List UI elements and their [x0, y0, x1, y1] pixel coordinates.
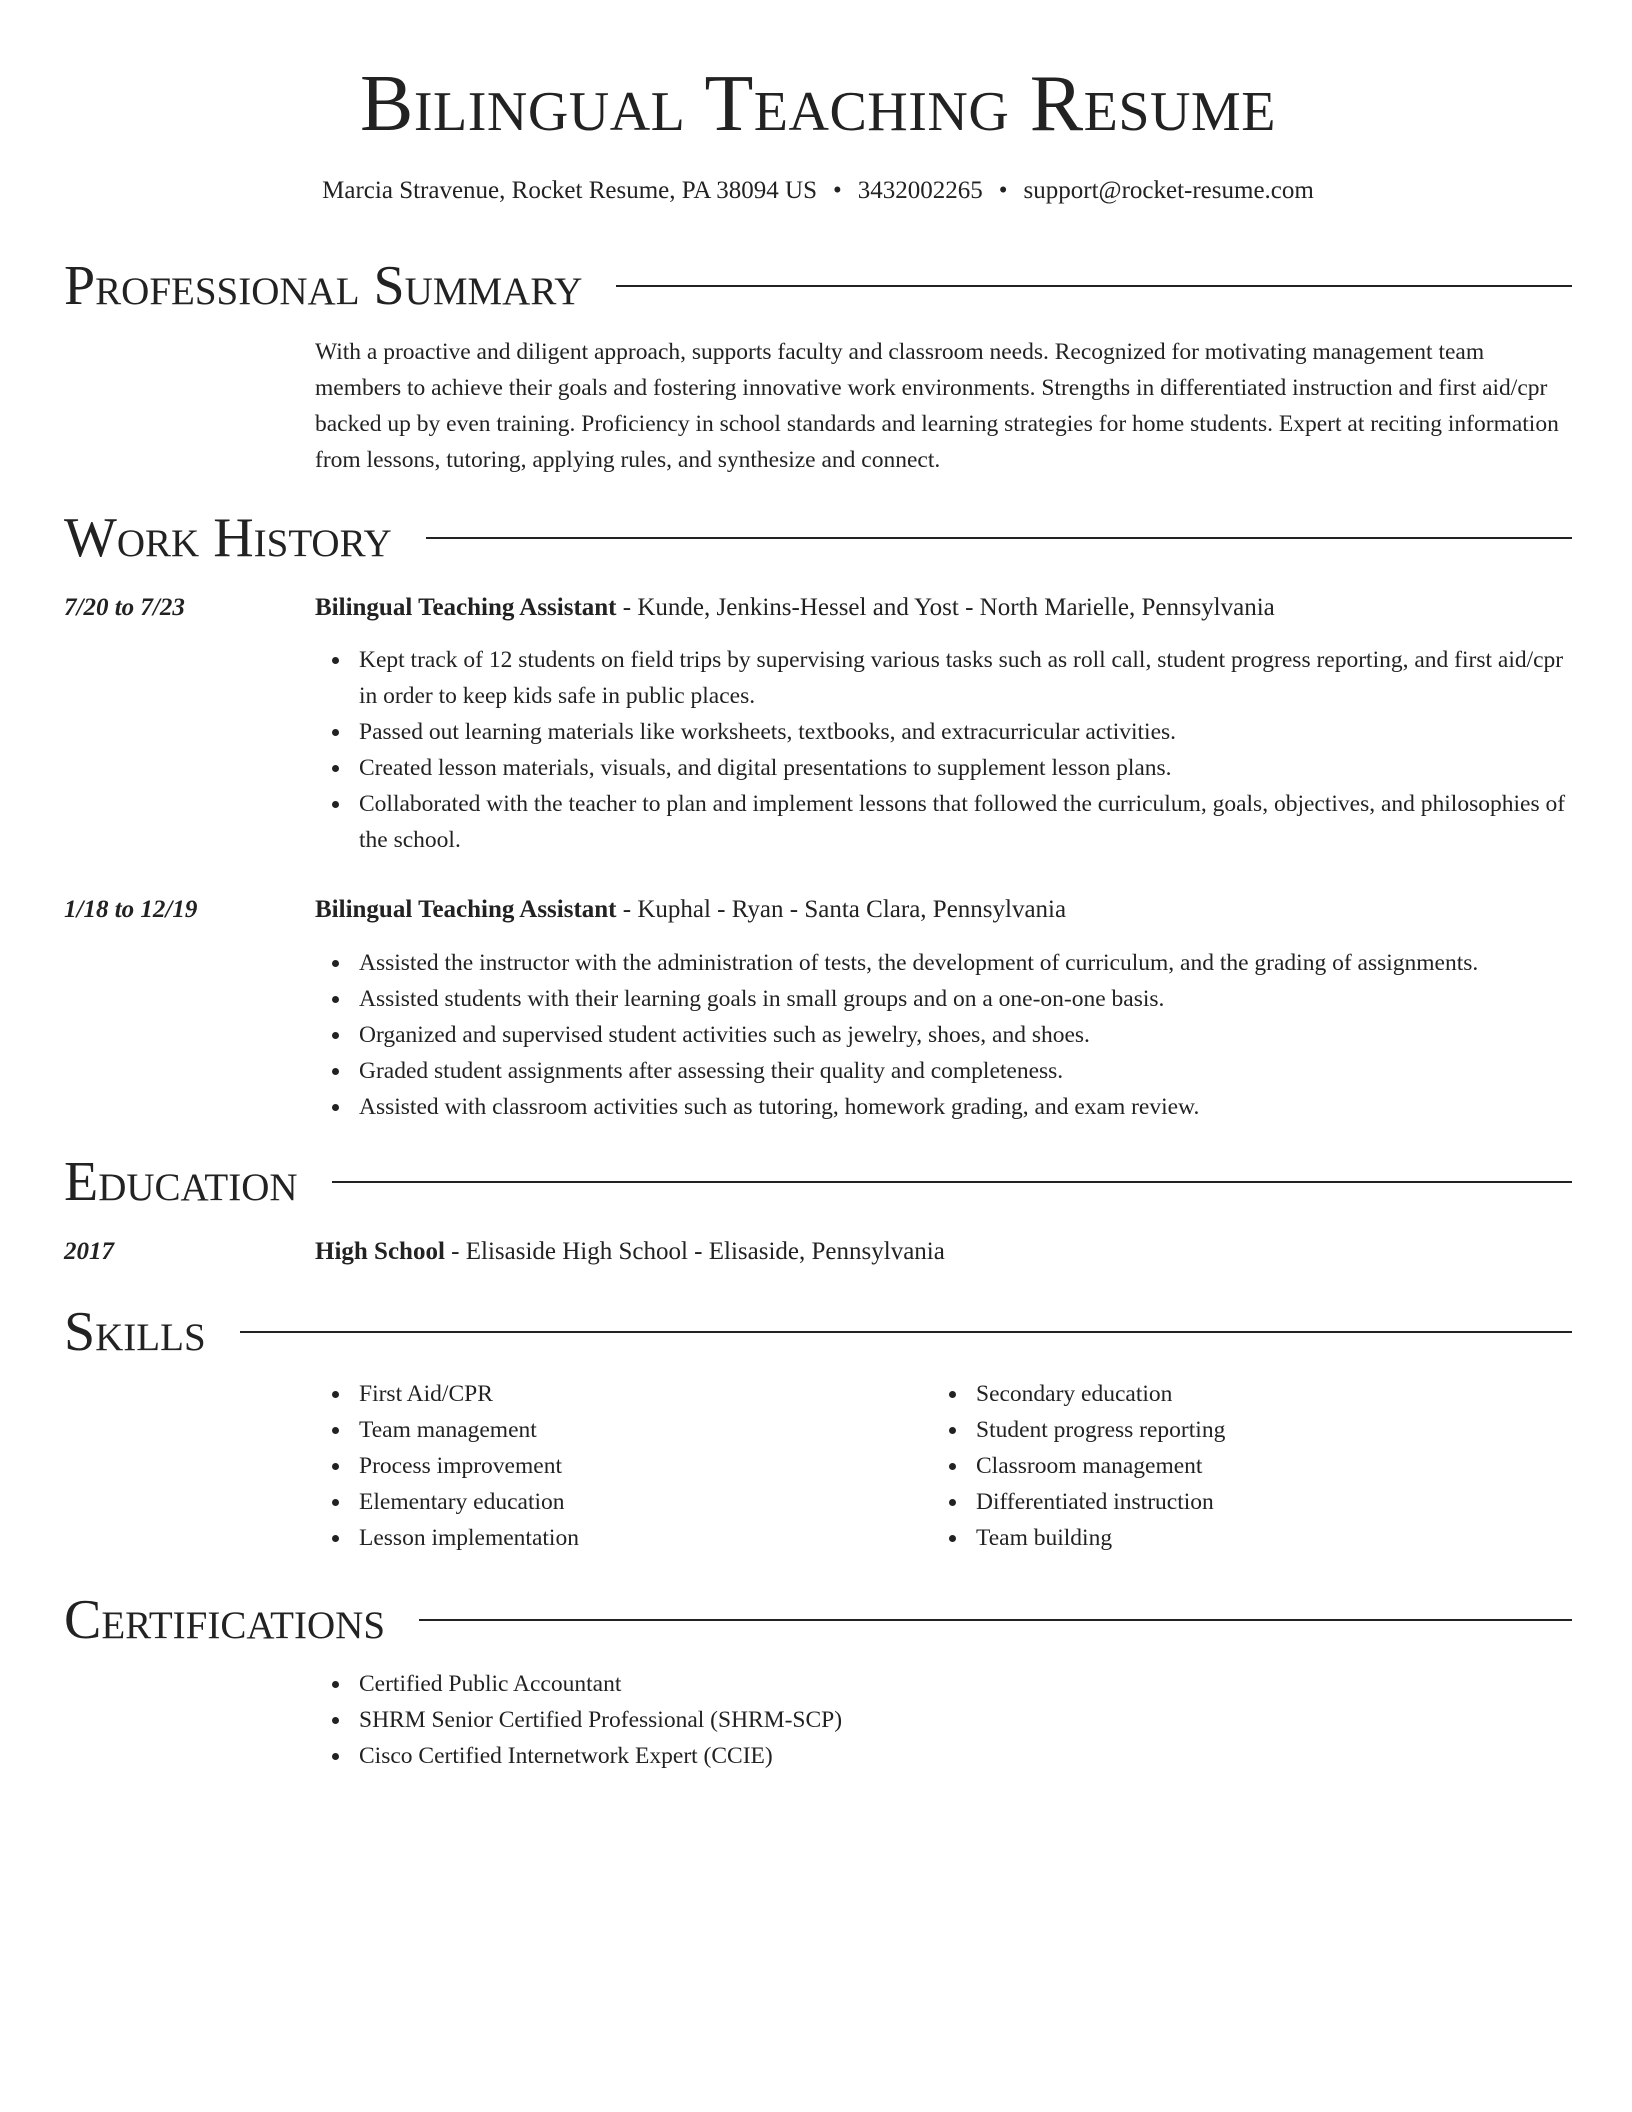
section-heading-skills [64, 1300, 1572, 1364]
list-item: Assisted the instructor with the administration of tests, the development of curriculum, and the grading of assignments. [359, 945, 1572, 981]
section-divider [419, 1619, 1572, 1621]
list-item: Kept track of 12 students on field trips by supervising various tasks such as roll call, student progress reporting, and first aid/cpr in order to keep kids safe in public places. [359, 642, 1572, 714]
list-item: Passed out learning materials like worksheets, textbooks, and extracurricular activities. [359, 714, 1572, 750]
skill-item: Team management [359, 1412, 915, 1448]
skill-item: Process improvement [359, 1448, 915, 1484]
section-title: Work History [64, 507, 392, 569]
skills-list-left [315, 1376, 915, 1556]
job-dates: 1/18 to 12/19 [64, 896, 198, 923]
section-heading-certifications [64, 1588, 1572, 1652]
skill-item: Team building [976, 1520, 1532, 1556]
certification-item: SHRM Senior Certified Professional (SHRM-SCP) [359, 1702, 1572, 1738]
section-title: Skills [64, 1301, 206, 1363]
skill-item: Student progress reporting [976, 1412, 1532, 1448]
contact-email: support@rocket-resume.com [1023, 177, 1314, 204]
section-divider [426, 537, 1572, 539]
certifications-list [315, 1666, 1572, 1774]
section-divider [240, 1331, 1572, 1333]
list-item: Collaborated with the teacher to plan and implement lessons that followed the curriculum, goals, objectives, and philosophies of the school. [359, 786, 1572, 858]
contact-separator: • [998, 177, 1008, 204]
skill-item: Lesson implementation [359, 1520, 915, 1556]
skill-item: Differentiated instruction [976, 1484, 1532, 1520]
education-year: 2017 [64, 1238, 114, 1265]
section-heading-summary [64, 254, 1572, 318]
section-title: Certifications [64, 1589, 386, 1651]
contact-separator: • [833, 177, 842, 204]
skill-item: Classroom management [976, 1448, 1532, 1484]
job-role: Bilingual Teaching Assistant [315, 594, 617, 621]
list-item: Organized and supervised student activities such as jewelry, shoes, and shoes. [359, 1017, 1572, 1053]
education-degree: High School [315, 1238, 445, 1265]
education-details: - Elisaside High School - Elisaside, Pennsylvania [444, 1238, 945, 1265]
job-details: - Kuphal - Ryan - Santa Clara, Pennsylvania [616, 896, 1067, 923]
job-bullet-list [315, 945, 1572, 1125]
list-item: Graded student assignments after assessing their quality and completeness. [359, 1053, 1572, 1089]
list-item: Assisted with classroom activities such as tutoring, homework grading, and exam review. [359, 1089, 1572, 1125]
skill-item: Secondary education [976, 1376, 1532, 1412]
section-title: Professional Summary [64, 255, 583, 317]
contact-line [64, 174, 1572, 208]
job-heading [315, 892, 1066, 928]
job-bullet-list [315, 642, 1572, 858]
job-dates: 7/20 to 7/23 [64, 594, 185, 621]
skill-item: First Aid/CPR [359, 1376, 915, 1412]
contact-phone: 3432002265 [857, 177, 983, 204]
resume-title: Bilingual Teaching Resume [360, 60, 1276, 148]
education-heading [315, 1234, 945, 1270]
section-title: Education [64, 1151, 298, 1213]
job-details: - Kunde, Jenkins-Hessel and Yost - North Marielle, Pennsylvania [616, 594, 1275, 621]
job-heading [315, 590, 1275, 626]
section-heading-education [64, 1150, 1572, 1214]
skills-list-right [932, 1376, 1532, 1556]
list-item: Created lesson materials, visuals, and digital presentations to supplement lesson plans. [359, 750, 1572, 786]
certification-item: Cisco Certified Internetwork Expert (CCIE) [359, 1738, 1572, 1774]
section-heading-work-history [64, 506, 1572, 570]
contact-address: Marcia Stravenue, Rocket Resume, PA 38094 US [322, 177, 818, 204]
summary-text: With a proactive and diligent approach, supports faculty and classroom needs. Recognized for motivating management team members to achieve their goals and fostering innovative work environments. Strengths in differentiated instruction and first aid/cpr backed up by even training. Proficiency in school standards and learning strategies for home students. Expert at reciting information from lessons, tutoring, applying rules, and synthesize and connect. [315, 339, 1559, 473]
job-role: Bilingual Teaching Assistant [315, 896, 617, 923]
certification-item: Certified Public Accountant [359, 1666, 1572, 1702]
list-item: Assisted students with their learning goals in small groups and on a one-on-one basis. [359, 981, 1572, 1017]
section-divider [332, 1181, 1572, 1183]
section-divider [616, 285, 1572, 287]
skill-item: Elementary education [359, 1484, 915, 1520]
